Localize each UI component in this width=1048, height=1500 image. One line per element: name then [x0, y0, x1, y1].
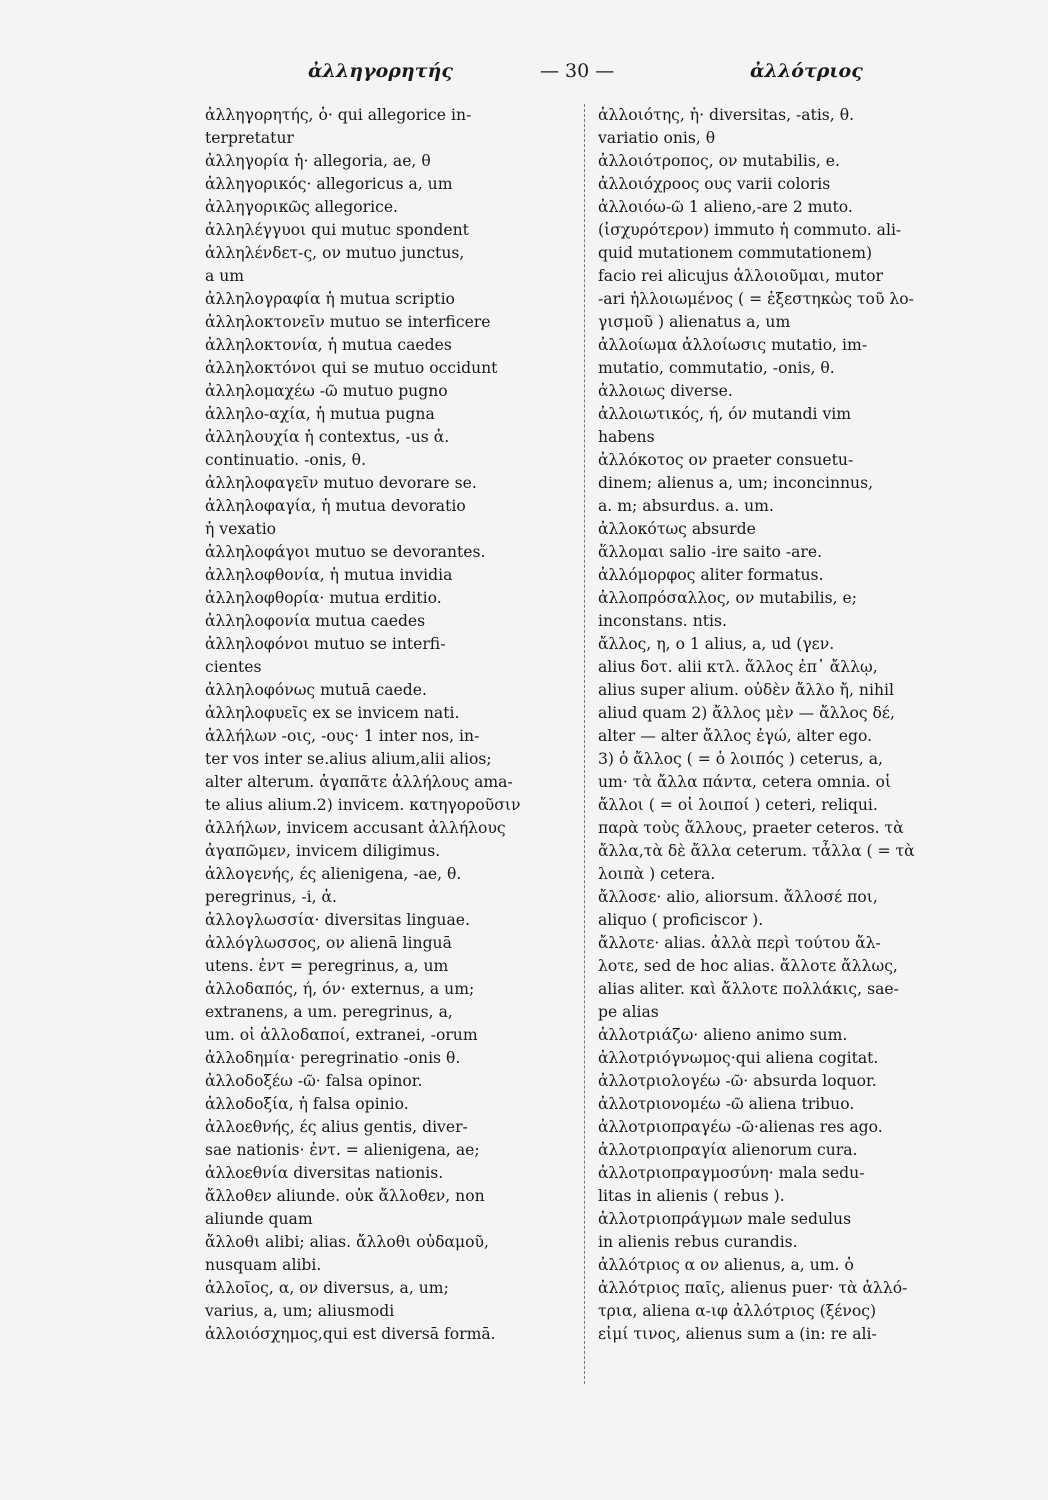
dictionary-line: ἀλληλοφυεῖς ex se invicem nati.	[205, 704, 460, 722]
dictionary-line: aliud quam 2) ἄλλος μὲν — ἄλλος δέ,	[598, 704, 895, 722]
dictionary-line: ἀλληλο-αχία, ἡ mutua pugna	[205, 405, 435, 423]
dictionary-line: ἀλλότριος α ον alienus, a, um. ὁ	[598, 1256, 854, 1274]
dictionary-line: ἀλλοδημία· peregrinatio -onis θ.	[205, 1049, 461, 1067]
dictionary-line: ἀλλοιως diverse.	[598, 382, 733, 400]
dictionary-line: inconstans. ntis.	[598, 612, 727, 630]
dictionary-line: quid mutationem commutationem)	[598, 244, 873, 262]
dictionary-line: ἀλληλομαχέω -ῶ mutuo pugno	[205, 382, 448, 400]
dictionary-line: peregrinus, -i, ἀ.	[205, 888, 337, 906]
dictionary-line: ἀλλοῖος, α, ον diversus, a, um;	[205, 1279, 449, 1297]
dictionary-line: ἀλληλέγγυοι qui mutuc spondent	[205, 221, 469, 239]
dictionary-line: ἀλλοιότης, ἡ· diversitas, -atis, θ.	[598, 106, 855, 124]
dictionary-line: terpretatur	[205, 129, 294, 147]
column-divider	[584, 104, 586, 1384]
dictionary-line: ἀλλοτριολογέω -ῶ· absurda loquor.	[598, 1072, 877, 1090]
dictionary-line: ἀγαπῶμεν, invicem diligimus.	[205, 842, 441, 860]
dictionary-line: ἀλλότριος παῖς, alienus puer· τὰ ἀλλό-	[598, 1279, 908, 1297]
dictionary-line: ἀλλοτριόγνωμος·qui aliena cogitat.	[598, 1049, 879, 1067]
dictionary-line: continuatio. -onis, θ.	[205, 451, 367, 469]
right-column	[598, 104, 948, 1346]
dictionary-line: ἀλλοτριοπραγία alienorum cura.	[598, 1141, 858, 1159]
dictionary-line: aliunde quam	[205, 1210, 313, 1228]
dictionary-line: varius, a, um; aliusmodi	[205, 1302, 395, 1320]
dictionary-line: ἀλλοιότροπος, ον mutabilis, e.	[598, 152, 840, 170]
dictionary-line: ἀλληλοφόνοι mutuo se interfi-	[205, 635, 446, 653]
dictionary-line: ἀλληγορία ἡ· allegoria, ae, θ	[205, 152, 431, 170]
dictionary-line: ἀλλοιωτικός, ή, όν mutandi vim	[598, 405, 852, 423]
dictionary-line: ἀλλόκοτος ον praeter consuetu-	[598, 451, 854, 469]
dictionary-line: γισμοῦ ) alienatus a, um	[598, 313, 791, 331]
dictionary-line: ἄλλα,τὰ δὲ ἄλλα ceterum. τἆλλα ( = τὰ	[598, 842, 915, 860]
dictionary-line: alias aliter. καὶ ἄλλοτε πολλάκις, sae-	[598, 980, 899, 998]
header-right-word: ἀλλότριος	[750, 60, 863, 82]
dictionary-line: in alienis rebus curandis.	[598, 1233, 798, 1251]
dictionary-line: ἀλληλοφθονία, ἡ mutua invidia	[205, 566, 453, 584]
dictionary-line: ἅλλομαι salio -ire saito -are.	[598, 543, 823, 561]
dictionary-line: sae nationis· ἐντ. = alienigena, ae;	[205, 1141, 480, 1159]
dictionary-line: ἄλλοι ( = οἱ λοιποί ) ceteri, reliqui.	[598, 796, 878, 814]
dictionary-line: um. οἱ ἀλλοδαποί, extranei, -orum	[205, 1026, 478, 1044]
dictionary-line: ἀλληλοφαγία, ἡ mutua devoratio	[205, 497, 466, 515]
dictionary-line: εἰμί τινος, alienus sum a (in: re ali-	[598, 1325, 877, 1343]
dictionary-line: ἀλλοιόω-ῶ 1 alieno,-are 2 muto.	[598, 198, 853, 216]
dictionary-line: ἀλληγορητής, ὁ· qui allegorice in-	[205, 106, 472, 124]
dictionary-line: ἄλλος, η, ο 1 alius, a, ud (γεν.	[598, 635, 835, 653]
dictionary-line: ἄλλοθι alibi; alias. ἄλλοθι οὐδαμοῦ,	[205, 1233, 489, 1251]
dictionary-line: ἀλλογλωσσία· diversitas linguae.	[205, 911, 470, 929]
dictionary-line: ἀλλοιόχροος ους varii coloris	[598, 175, 831, 193]
dictionary-line: ἀλληγορικῶς allegorice.	[205, 198, 399, 216]
dictionary-line: ἀλληλοκτονία, ἡ mutua caedes	[205, 336, 452, 354]
dictionary-line: habens	[598, 428, 655, 446]
dictionary-line: variatio onis, θ	[598, 129, 716, 147]
dictionary-line: cientes	[205, 658, 262, 676]
dictionary-line: ἀλληλοκτονεῖν mutuo se interficere	[205, 313, 491, 331]
dictionary-line: ἄλλοσε· alio, aliorsum. ἄλλοσέ ποι,	[598, 888, 878, 906]
dictionary-line: ἀλλοτριοπραγέω -ῶ·alienas res ago.	[598, 1118, 883, 1136]
dictionary-line: ἀλλοδοξία, ἡ falsa opinio.	[205, 1095, 409, 1113]
dictionary-line: τρια, aliena α-ιφ ἀλλότριος (ξένος)	[598, 1302, 877, 1320]
dictionary-line: extranens, a um. peregrinus, a,	[205, 1003, 453, 1021]
dictionary-line: alius super alium. οὐδὲν ἄλλο ἤ, nihil	[598, 681, 894, 699]
dictionary-line: ἀλλοεθνής, ές alius gentis, diver-	[205, 1118, 468, 1136]
dictionary-line: ἀλλήλων, invicem accusant ἀλλήλους	[205, 819, 506, 837]
dictionary-line: ἀλληλένδετ-ς, ον mutuo junctus,	[205, 244, 465, 262]
dictionary-line: ἀλληλοφόνως mutuā caede.	[205, 681, 427, 699]
dictionary-line: ἀλλοιόσχημος,qui est diversā formā.	[205, 1325, 496, 1343]
dictionary-line: ἄλλοθεν aliunde. οὐκ ἄλλοθεν, non	[205, 1187, 485, 1205]
dictionary-line: -ari ἠλλοιωμένος ( = ἐξεστηκὼς τοῦ λο-	[598, 290, 914, 308]
dictionary-line: dinem; alienus a, um; inconcinnus,	[598, 474, 874, 492]
dictionary-line: 3) ὁ ἄλλος ( = ὁ λοιπός ) ceterus, a,	[598, 750, 883, 768]
dictionary-line: λοιπὰ ) cetera.	[598, 865, 716, 883]
dictionary-line: a um	[205, 267, 245, 285]
dictionary-line: ἀλληλοφαγεῖν mutuo devorare se.	[205, 474, 477, 492]
dictionary-line: ἀλληλοφθορία· mutua erditio.	[205, 589, 442, 607]
page-number: — 30 —	[540, 60, 615, 82]
dictionary-line: alter alterum. ἀγαπᾶτε ἀλλήλους ama-	[205, 773, 513, 791]
dictionary-line: ἀλληλουχία ἡ contextus, -us ἀ.	[205, 428, 450, 446]
dictionary-line: ἀλληλοκτόνοι qui se mutuo occidunt	[205, 359, 498, 377]
dictionary-line: a. m; absurdus. a. um.	[598, 497, 774, 515]
dictionary-line: ἀλλόμορφος aliter formatus.	[598, 566, 824, 584]
dictionary-line: ἄλλοτε· alias. ἀλλὰ περὶ τούτου ἄλ-	[598, 934, 881, 952]
dictionary-line: alius δοτ. alii κτλ. ἄλλος ἐπ᾽ ἄλλῳ,	[598, 658, 878, 676]
dictionary-line: ἀλλοπρόσαλλος, ον mutabilis, e;	[598, 589, 858, 607]
dictionary-line: te alius alium.2) invicem. κατηγοροῦσιν	[205, 796, 521, 814]
dictionary-line: ἀλλοδοξέω -ῶ· falsa opinor.	[205, 1072, 423, 1090]
dictionary-line: um· τὰ ἄλλα πάντα, cetera omnia. οἱ	[598, 773, 892, 791]
dictionary-line: mutatio, commutatio, -onis, θ.	[598, 359, 835, 377]
left-column	[205, 104, 555, 1346]
dictionary-line: utens. ἐντ = peregrinus, a, um	[205, 957, 449, 975]
dictionary-line: ἀλληλοφονία mutua caedes	[205, 612, 426, 630]
dictionary-line: ἀλλήλων -οις, -ους· 1 inter nos, in-	[205, 727, 480, 745]
dictionary-line: litas in alienis ( rebus ).	[598, 1187, 785, 1205]
dictionary-line: pe alias	[598, 1003, 659, 1021]
dictionary-line: (ἰσχυρότερον) immuto ἡ commuto. ali-	[598, 221, 902, 239]
dictionary-line: ἀλλοτριοπραγμοσύνη· mala sedu-	[598, 1164, 865, 1182]
dictionary-line: aliquo ( proficiscor ).	[598, 911, 764, 929]
dictionary-line: ἀλλοκότως absurde	[598, 520, 756, 538]
dictionary-line: nusquam alibi.	[205, 1256, 322, 1274]
dictionary-line: παρὰ τοὺς ἄλλους, praeter ceteros. τὰ	[598, 819, 904, 837]
dictionary-line: ἀλλοεθνία diversitas nationis.	[205, 1164, 444, 1182]
dictionary-line: ἀλλόγλωσσος, ον alienā linguā	[205, 934, 452, 952]
dictionary-line: ἀλληλογραφία ἡ mutua scriptio	[205, 290, 455, 308]
dictionary-line: ἡ vexatio	[205, 520, 277, 538]
dictionary-line: ἀλλοτριοπράγμων male sedulus	[598, 1210, 852, 1228]
dictionary-line: ἀλληλοφάγοι mutuo se devorantes.	[205, 543, 486, 561]
page-header	[210, 60, 950, 90]
dictionary-line: ἀλλοτριάζω· alieno animo sum.	[598, 1026, 848, 1044]
dictionary-line: facio rei alicujus ἀλλοιοῦμαι, mutor	[598, 267, 883, 285]
dictionary-line: ἀλλοτριονομέω -ῶ aliena tribuo.	[598, 1095, 855, 1113]
dictionary-line: ἀλληγορικός· allegoricus a, um	[205, 175, 453, 193]
header-left-word: ἀλληγορητής	[308, 60, 453, 82]
dictionary-line: ἀλλογενής, ές alienigena, -ae, θ.	[205, 865, 462, 883]
dictionary-line: ter vos inter se.alius alium,alii alios;	[205, 750, 492, 768]
dictionary-line: ἀλλοδαπός, ή, όν· externus, a um;	[205, 980, 475, 998]
dictionary-line: λοτε, sed de hoc alias. ἄλλοτε ἄλλως,	[598, 957, 898, 975]
dictionary-line: ἀλλοίωμα ἀλλοίωσις mutatio, im-	[598, 336, 868, 354]
dictionary-line: alter — alter ἄλλος ἐγώ, alter ego.	[598, 727, 873, 745]
